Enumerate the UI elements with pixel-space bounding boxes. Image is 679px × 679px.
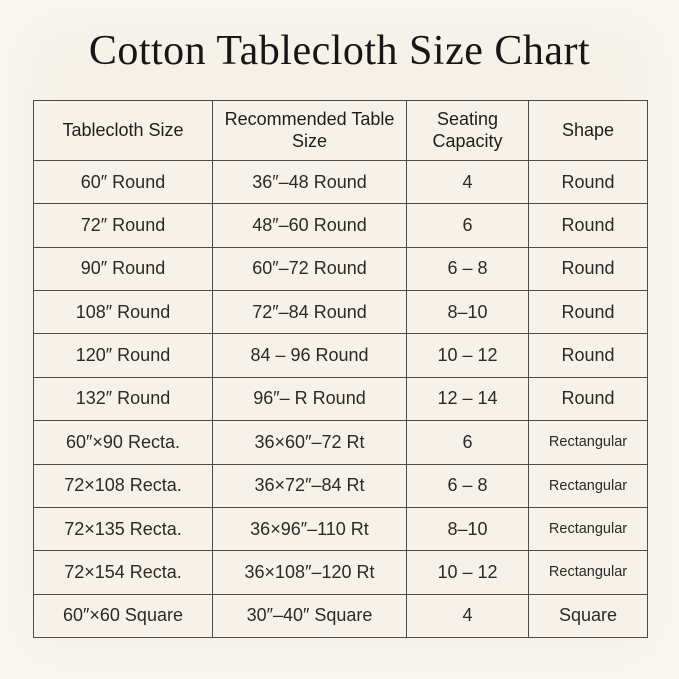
cell-table-size: 72″–84 Round	[213, 291, 407, 334]
table-row	[34, 377, 648, 420]
header-row	[34, 101, 648, 161]
cell-table-size: 36×108″–120 Rt	[213, 551, 407, 594]
cell-tablecloth-size: 72×154 Recta.	[34, 551, 213, 594]
cell-shape: Rectangular	[529, 421, 648, 464]
table-row	[34, 464, 648, 507]
cell-shape: Round	[529, 247, 648, 290]
cell-tablecloth-size: 72″ Round	[34, 204, 213, 247]
cell-shape: Round	[529, 204, 648, 247]
column-header-seating-capacity: Seating Capacity	[407, 101, 529, 161]
cell-table-size: 60″–72 Round	[213, 247, 407, 290]
cell-shape: Rectangular	[529, 464, 648, 507]
size-chart-table	[33, 100, 648, 638]
cell-table-size: 84 – 96 Round	[213, 334, 407, 377]
table-row	[34, 291, 648, 334]
cell-table-size: 48″–60 Round	[213, 204, 407, 247]
cell-shape: Rectangular	[529, 551, 648, 594]
table-row	[34, 421, 648, 464]
cell-tablecloth-size: 108″ Round	[34, 291, 213, 334]
page-title: Cotton Tablecloth Size Chart	[88, 28, 591, 74]
cell-table-size: 36″–48 Round	[213, 161, 407, 204]
cell-table-size: 36×72″–84 Rt	[213, 464, 407, 507]
cell-seating-capacity: 6	[407, 204, 529, 247]
cell-shape: Round	[529, 291, 648, 334]
table-row	[34, 247, 648, 290]
column-header-tablecloth-size: Tablecloth Size	[34, 101, 213, 161]
cell-seating-capacity: 8–10	[407, 291, 529, 334]
table-row	[34, 551, 648, 594]
cell-tablecloth-size: 60″×90 Recta.	[34, 421, 213, 464]
table-row	[34, 204, 648, 247]
cell-seating-capacity: 10 – 12	[407, 551, 529, 594]
cell-tablecloth-size: 72×108 Recta.	[34, 464, 213, 507]
table-row	[34, 507, 648, 550]
cell-seating-capacity: 6	[407, 421, 529, 464]
cell-seating-capacity: 4	[407, 161, 529, 204]
cell-shape: Round	[529, 161, 648, 204]
column-header-shape: Shape	[529, 101, 648, 161]
cell-table-size: 36×96″–110 Rt	[213, 507, 407, 550]
cell-table-size: 30″–40″ Square	[213, 594, 407, 637]
cell-table-size: 36×60″–72 Rt	[213, 421, 407, 464]
table-row	[34, 594, 648, 637]
cell-seating-capacity: 6 – 8	[407, 464, 529, 507]
cell-seating-capacity: 8–10	[407, 507, 529, 550]
column-header-recommended-table-size: Recommended Table Size	[213, 101, 407, 161]
cell-shape: Round	[529, 377, 648, 420]
cell-seating-capacity: 6 – 8	[407, 247, 529, 290]
table-row	[34, 161, 648, 204]
cell-seating-capacity: 12 – 14	[407, 377, 529, 420]
table-row	[34, 334, 648, 377]
cell-shape: Rectangular	[529, 507, 648, 550]
cell-tablecloth-size: 120″ Round	[34, 334, 213, 377]
cell-table-size: 96″– R Round	[213, 377, 407, 420]
cell-tablecloth-size: 90″ Round	[34, 247, 213, 290]
cell-shape: Square	[529, 594, 648, 637]
cell-tablecloth-size: 72×135 Recta.	[34, 507, 213, 550]
cell-seating-capacity: 10 – 12	[407, 334, 529, 377]
cell-tablecloth-size: 60″ Round	[34, 161, 213, 204]
cell-seating-capacity: 4	[407, 594, 529, 637]
cell-shape: Round	[529, 334, 648, 377]
cell-tablecloth-size: 60″×60 Square	[34, 594, 213, 637]
cell-tablecloth-size: 132″ Round	[34, 377, 213, 420]
